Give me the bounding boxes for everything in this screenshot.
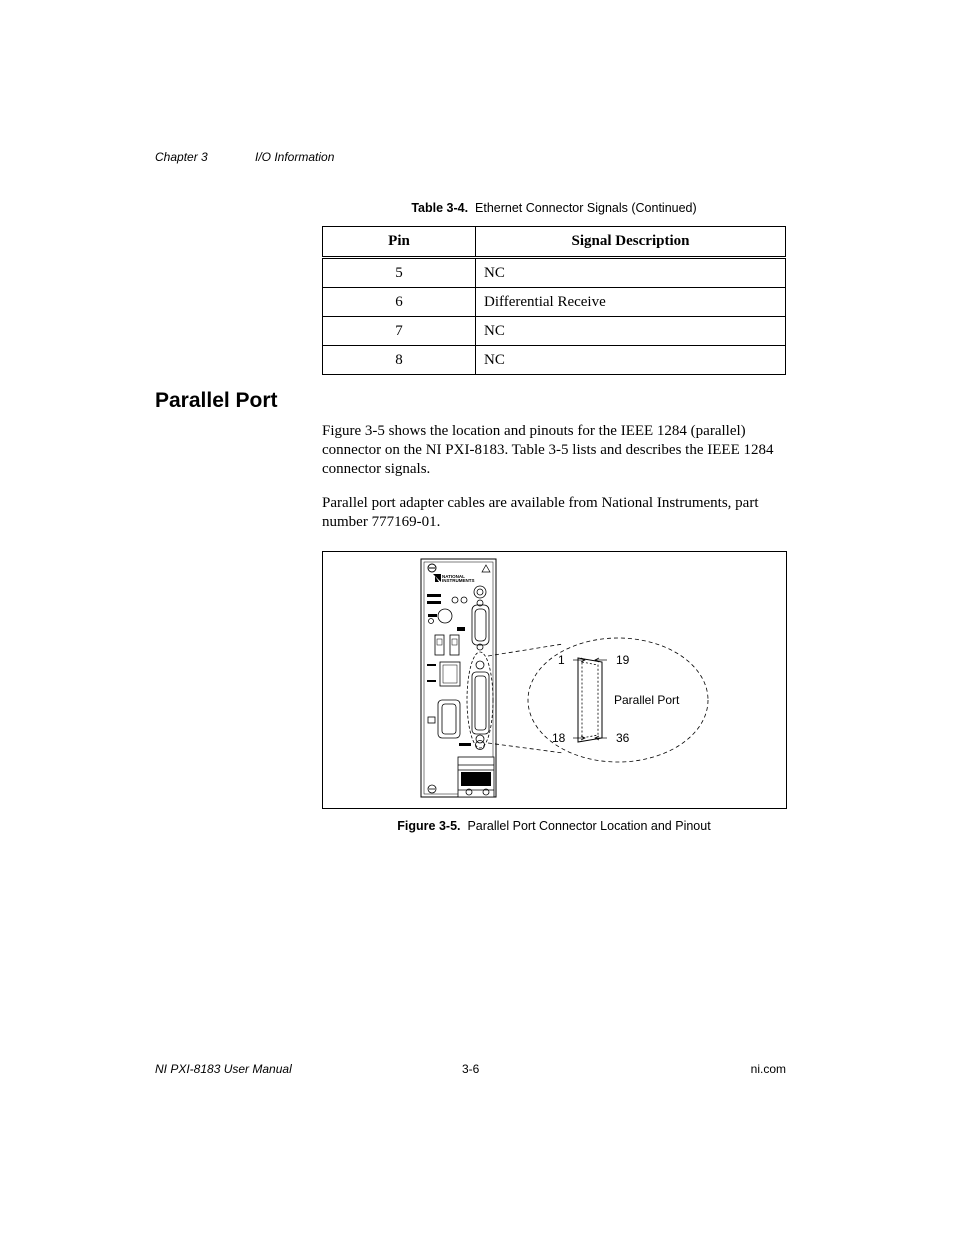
table-caption-label: Table 3-4. bbox=[411, 201, 469, 215]
table-row bbox=[323, 317, 786, 346]
chapter-label: Chapter 3 bbox=[155, 150, 208, 164]
column-header-pin: Pin bbox=[323, 227, 476, 258]
table-row bbox=[323, 346, 786, 375]
section-heading: Parallel Port bbox=[155, 389, 278, 412]
footer-page-number: 3-6 bbox=[462, 1062, 480, 1076]
body-paragraph: Parallel port adapter cables are available from National Instruments, part number 777169-01. bbox=[322, 495, 759, 530]
table-row bbox=[323, 258, 786, 288]
table-caption bbox=[322, 201, 786, 215]
pin-cell: 6 bbox=[323, 288, 476, 317]
figure-caption-label: Figure 3-5. bbox=[397, 819, 461, 833]
ethernet-signals-table bbox=[322, 226, 786, 375]
table-header-row bbox=[323, 227, 786, 258]
running-header bbox=[155, 150, 335, 164]
callout-line-top bbox=[488, 644, 563, 656]
body-paragraph: Figure 3-5 shows the location and pinouts for the IEEE 1284 (parallel) connector on the NI PXI-8183. Table 3-5 lists and describes the IEEE 1284 connector signals. bbox=[322, 423, 774, 477]
footer-website: ni.com bbox=[750, 1062, 786, 1076]
pin-cell: 8 bbox=[323, 346, 476, 375]
table-row bbox=[323, 288, 786, 317]
column-header-signal: Signal Description bbox=[476, 227, 786, 258]
pin-36-label: 36 bbox=[616, 731, 630, 745]
pin-19-label: 19 bbox=[616, 653, 630, 667]
table-caption-text: Ethernet Connector Signals (Continued) bbox=[475, 201, 697, 215]
signal-cell: NC bbox=[476, 346, 786, 375]
pin-1-label: 1 bbox=[558, 653, 565, 667]
footer-manual-title: NI PXI-8183 User Manual bbox=[155, 1062, 292, 1076]
parallel-port-label: Parallel Port bbox=[614, 693, 680, 707]
parallel-port-diagram bbox=[323, 552, 786, 808]
figure-caption-text: Parallel Port Connector Location and Pinout bbox=[467, 819, 711, 833]
pin-cell: 7 bbox=[323, 317, 476, 346]
chapter-title: I/O Information bbox=[255, 150, 335, 164]
logo-line1: NATIONAL bbox=[442, 574, 465, 579]
pin-18-label: 18 bbox=[552, 731, 566, 745]
figure-parallel-port bbox=[322, 551, 787, 809]
panel-components bbox=[427, 586, 494, 797]
pin-cell: 5 bbox=[323, 258, 476, 288]
signal-cell: NC bbox=[476, 317, 786, 346]
ni-logo bbox=[433, 574, 475, 583]
logo-line2: INSTRUMENTS bbox=[442, 578, 475, 583]
signal-cell: Differential Receive bbox=[476, 288, 786, 317]
figure-caption bbox=[322, 819, 786, 833]
enlarged-parallel-connector bbox=[573, 658, 607, 742]
signal-cell: NC bbox=[476, 258, 786, 288]
